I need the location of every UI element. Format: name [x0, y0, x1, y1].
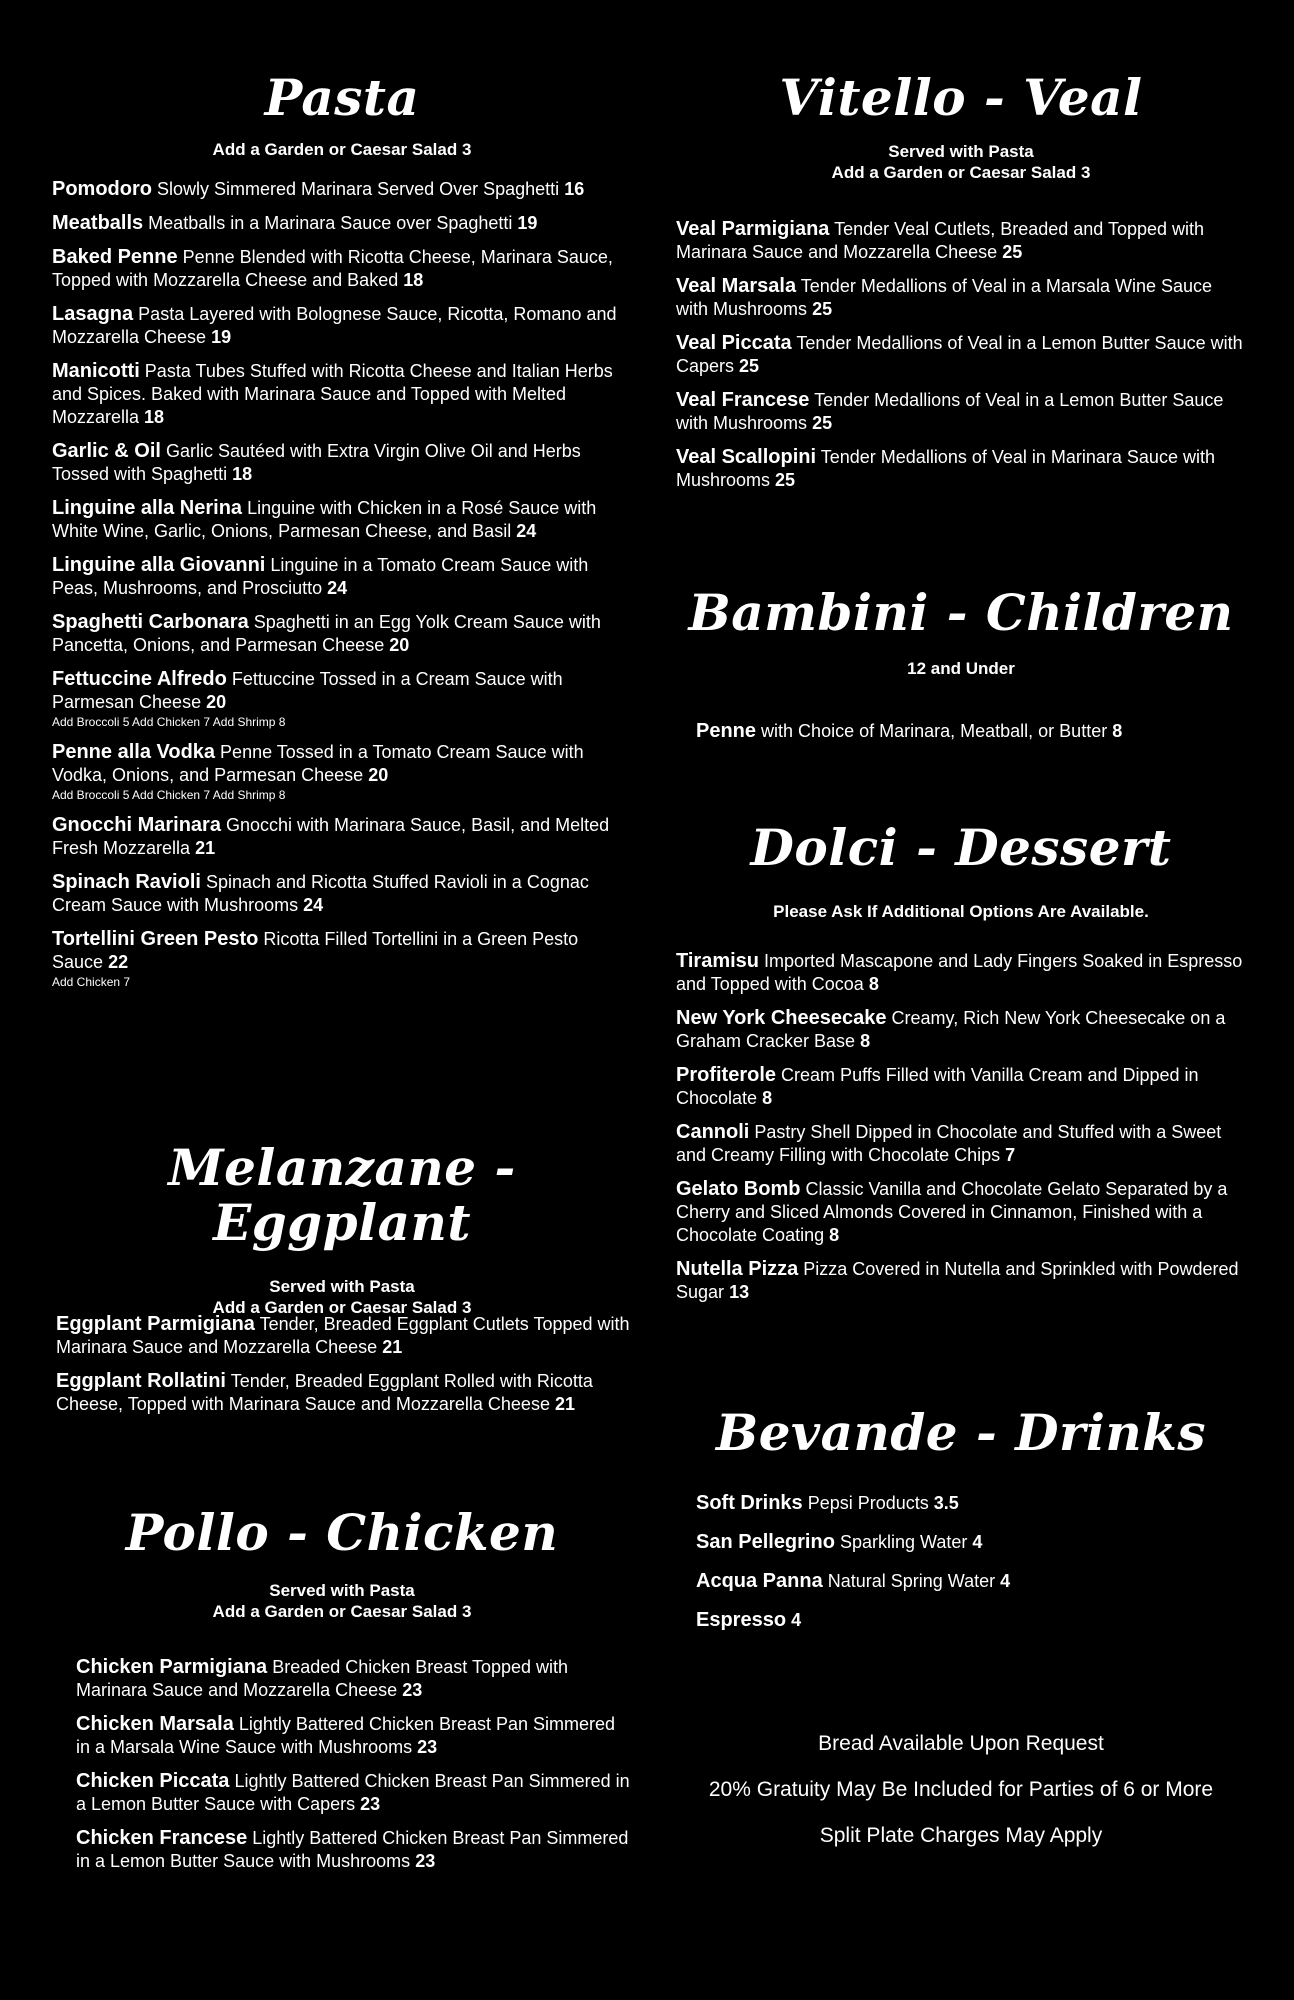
drink-name: Acqua Panna	[696, 1570, 823, 1592]
item-name: Fettuccine Alfredo	[52, 668, 227, 690]
item-desc: Slowly Simmered Marinara Served Over Spaghetti	[157, 179, 560, 199]
item-price: 8	[860, 1031, 871, 1051]
item-desc: Imported Mascapone and Lady Fingers Soaked in Espresso and Topped with Cocoa	[676, 951, 1243, 994]
item-name: Linguine alla Nerina	[52, 497, 243, 519]
item-name: Veal Piccata	[676, 332, 792, 354]
menu-item	[52, 303, 632, 349]
item-price: 16	[564, 179, 585, 199]
item-price: 23	[417, 1737, 438, 1757]
eggplant-items	[56, 1313, 632, 1427]
item-name: Veal Francese	[676, 389, 810, 411]
drink-price: 3.5	[933, 1493, 959, 1513]
menu-item	[52, 246, 632, 292]
item-desc: Creamy, Rich New York Cheesecake on a Graham Cracker Base	[676, 1008, 1226, 1051]
pasta-title: Pasta	[264, 68, 420, 127]
menu-item	[52, 928, 632, 990]
item-addons: Add Chicken 7	[52, 975, 131, 989]
drink-desc: Pepsi Products	[807, 1493, 929, 1513]
menu-item	[52, 360, 632, 429]
item-desc: Tender Medallions of Veal in a Lemon Butter Sauce with Capers	[676, 333, 1243, 376]
item-desc: Spaghetti in an Egg Yolk Cream Sauce with Pancetta, Onions, and Parmesan Cheese	[52, 612, 601, 655]
item-name: Pomodoro	[52, 178, 152, 200]
menu-item	[696, 720, 1246, 743]
item-desc: with Choice of Marinara, Meatball, or Butter	[761, 721, 1108, 741]
item-price: 24	[516, 521, 537, 541]
veal-subtitle-pasta: Served with Pasta	[888, 142, 1034, 161]
item-price: 7	[1005, 1145, 1016, 1165]
item-name: Baked Penne	[52, 246, 178, 268]
item-name: Spinach Ravioli	[52, 871, 201, 893]
item-name: Gelato Bomb	[676, 1178, 801, 1200]
item-name: Eggplant Rollatini	[56, 1370, 226, 1392]
item-name: Eggplant Parmigiana	[56, 1313, 255, 1335]
pasta-section	[52, 70, 632, 160]
menu-item	[76, 1827, 632, 1873]
item-name: Veal Parmigiana	[676, 218, 830, 240]
chicken-title: Pollo - Chicken	[125, 1503, 559, 1562]
menu-item	[676, 1121, 1246, 1167]
item-price: 25	[812, 299, 833, 319]
veal-subtitle-salad: Add a Garden or Caesar Salad 3	[831, 163, 1091, 182]
menu-item	[76, 1770, 632, 1816]
item-desc: Cream Puffs Filled with Vanilla Cream and Dipped in Chocolate	[676, 1065, 1199, 1108]
item-desc: Tender, Breaded Eggplant Cutlets Topped with Marinara Sauce and Mozzarella Cheese	[56, 1314, 630, 1357]
item-desc: Pastry Shell Dipped in Chocolate and Stuffed with a Sweet and Creamy Filling with Chocolate Chips	[676, 1122, 1222, 1165]
item-price: 25	[775, 470, 796, 490]
menu-item	[676, 446, 1246, 492]
item-name: Gnocchi Marinara	[52, 814, 221, 836]
menu-item	[676, 332, 1246, 378]
item-desc: Breaded Chicken Breast Topped with Marinara Sauce and Mozzarella Cheese	[76, 1657, 569, 1700]
item-price: 23	[402, 1680, 423, 1700]
item-price: 13	[729, 1282, 750, 1302]
chicken-items	[76, 1656, 632, 1884]
menu-item	[52, 741, 632, 803]
item-name: Chicken Francese	[76, 1827, 248, 1849]
menu-item	[676, 389, 1246, 435]
children-items	[696, 720, 1246, 754]
menu-item	[52, 611, 632, 657]
item-desc: Lightly Battered Chicken Breast Pan Simmered in a Marsala Wine Sauce with Mushrooms	[76, 1714, 616, 1757]
chicken-section	[52, 1505, 632, 1622]
footer-notes	[676, 1730, 1246, 1849]
item-desc: Pasta Tubes Stuffed with Ricotta Cheese and Italian Herbs and Spices. Baked with Marinara Sauce and Topped with Melted Mozzarella	[52, 361, 613, 427]
chicken-subtitle-pasta: Served with Pasta	[269, 1581, 415, 1600]
item-price: 19	[211, 327, 232, 347]
item-price: 24	[303, 895, 324, 915]
drinks-section	[676, 1405, 1246, 1460]
menu-item	[56, 1370, 632, 1416]
dessert-section	[676, 820, 1246, 922]
menu-item	[52, 871, 632, 917]
eggplant-subtitle-salad: Add a Garden or Caesar Salad 3	[212, 1298, 472, 1317]
menu-item	[52, 554, 632, 600]
item-name: Garlic & Oil	[52, 440, 161, 462]
drink-item	[696, 1531, 1246, 1554]
item-price: 25	[1002, 242, 1023, 262]
item-name: Chicken Parmigiana	[76, 1656, 268, 1678]
item-name: Tortellini Green Pesto	[52, 928, 259, 950]
menu-item	[56, 1313, 632, 1359]
menu-item	[676, 950, 1246, 996]
drinks-title: Bevande - Drinks	[715, 1403, 1207, 1462]
item-desc: Spinach and Ricotta Stuffed Ravioli in a Cognac Cream Sauce with Mushrooms	[52, 872, 589, 915]
menu-item	[676, 275, 1246, 321]
item-name: Chicken Marsala	[76, 1713, 234, 1735]
item-name: Spaghetti Carbonara	[52, 611, 249, 633]
drink-name: San Pellegrino	[696, 1531, 835, 1553]
item-desc: Linguine with Chicken in a Rosé Sauce with White Wine, Garlic, Onions, Parmesan Cheese, and Basil	[52, 498, 597, 541]
drink-price: 4	[1000, 1571, 1011, 1591]
menu-item	[52, 668, 632, 730]
menu-item	[52, 814, 632, 860]
item-desc: Garlic Sautéed with Extra Virgin Olive Oil and Herbs Tossed with Spaghetti	[52, 441, 581, 484]
note-bread: Bread Available Upon Request	[818, 1732, 1104, 1755]
item-addons: Add Broccoli 5 Add Chicken 7 Add Shrimp 8	[52, 788, 286, 802]
drinks-items	[696, 1492, 1246, 1648]
menu-item	[676, 218, 1246, 264]
item-price: 8	[868, 974, 879, 994]
dessert-title: Dolci - Dessert	[750, 818, 1172, 877]
eggplant-section	[52, 1140, 632, 1318]
menu-item	[76, 1713, 632, 1759]
item-price: 18	[144, 407, 165, 427]
item-name: New York Cheesecake	[676, 1007, 887, 1029]
menu-item	[52, 497, 632, 543]
item-name: Penne	[696, 720, 757, 742]
item-name: Meatballs	[52, 212, 144, 234]
item-name: Linguine alla Giovanni	[52, 554, 266, 576]
veal-title: Vitello - Veal	[779, 68, 1143, 127]
item-desc: Tender Veal Cutlets, Breaded and Topped with Marinara Sauce and Mozzarella Cheese	[676, 219, 1205, 262]
item-desc: Lightly Battered Chicken Breast Pan Simmered in a Lemon Butter Sauce with Mushrooms	[76, 1828, 629, 1871]
menu-item	[676, 1064, 1246, 1110]
item-price: 25	[812, 413, 833, 433]
item-price: 24	[327, 578, 348, 598]
item-desc: Lightly Battered Chicken Breast Pan Simmered in a Lemon Butter Sauce with Capers	[76, 1771, 630, 1814]
item-desc: Tender Medallions of Veal in a Lemon Butter Sauce with Mushrooms	[676, 390, 1224, 433]
item-price: 23	[415, 1851, 436, 1871]
note-split-plate: Split Plate Charges May Apply	[819, 1824, 1103, 1847]
menu-item	[76, 1656, 632, 1702]
item-price: 20	[389, 635, 410, 655]
veal-items	[676, 218, 1246, 503]
item-desc: Tender Medallions of Veal in a Marsala Wine Sauce with Mushrooms	[676, 276, 1213, 319]
item-price: 23	[360, 1794, 381, 1814]
item-desc: Tender, Breaded Eggplant Rolled with Ricotta Cheese, Topped with Marinara Sauce and Mozzarella Cheese	[56, 1371, 593, 1414]
item-desc: Gnocchi with Marinara Sauce, Basil, and Melted Fresh Mozzarella	[52, 815, 610, 858]
eggplant-subtitle-pasta: Served with Pasta	[269, 1277, 415, 1296]
menu-item	[52, 440, 632, 486]
item-price: 20	[368, 765, 389, 785]
dessert-subtitle: Please Ask If Additional Options Are Available.	[773, 902, 1149, 921]
item-name: Profiterole	[676, 1064, 777, 1086]
item-desc: Tender Medallions of Veal in Marinara Sauce with Mushrooms	[676, 447, 1215, 490]
item-name: Chicken Piccata	[76, 1770, 230, 1792]
drink-item	[696, 1492, 1246, 1515]
drink-price: 4	[972, 1532, 983, 1552]
item-name: Veal Scallopini	[676, 446, 817, 468]
item-desc: Linguine in a Tomato Cream Sauce with Peas, Mushrooms, and Prosciutto	[52, 555, 589, 598]
menu-item	[52, 212, 632, 235]
item-price: 21	[382, 1337, 403, 1357]
menu-item	[676, 1258, 1246, 1304]
item-name: Nutella Pizza	[676, 1258, 799, 1280]
item-desc: Ricotta Filled Tortellini in a Green Pesto Sauce	[52, 929, 579, 972]
dessert-items	[676, 950, 1246, 1315]
item-price: 8	[829, 1225, 840, 1245]
item-price: 19	[517, 213, 538, 233]
drink-desc: Natural Spring Water	[827, 1571, 996, 1591]
item-desc: Classic Vanilla and Chocolate Gelato Separated by a Cherry and Sliced Almonds Covered in Cinnamon, Finished with a Chocolate Coating	[676, 1179, 1228, 1245]
item-desc: Meatballs in a Marinara Sauce over Spaghetti	[148, 213, 513, 233]
drink-item	[696, 1609, 1246, 1632]
children-section	[676, 585, 1246, 679]
item-price: 22	[108, 952, 129, 972]
pasta-items	[52, 178, 632, 1001]
drink-desc: Sparkling Water	[839, 1532, 968, 1552]
item-addons: Add Broccoli 5 Add Chicken 7 Add Shrimp 8	[52, 715, 286, 729]
item-desc: Fettuccine Tossed in a Cream Sauce with Parmesan Cheese	[52, 669, 563, 712]
drink-name: Espresso	[696, 1609, 787, 1631]
item-desc: Penne Blended with Ricotta Cheese, Marinara Sauce, Topped with Mozzarella Cheese and Baked	[52, 247, 613, 290]
item-name: Penne alla Vodka	[52, 741, 216, 763]
item-name: Tiramisu	[676, 950, 759, 972]
drink-price: 4	[791, 1610, 802, 1630]
children-title: Bambini - Children	[688, 583, 1234, 642]
item-desc: Pasta Layered with Bolognese Sauce, Ricotta, Romano and Mozzarella Cheese	[52, 304, 617, 347]
children-subtitle: 12 and Under	[907, 659, 1015, 678]
menu-item	[676, 1178, 1246, 1247]
menu-item	[52, 178, 632, 201]
item-price: 18	[232, 464, 253, 484]
eggplant-title: Melanzane - Eggplant	[168, 1138, 516, 1252]
item-price: 25	[739, 356, 760, 376]
item-price: 8	[762, 1088, 773, 1108]
item-name: Lasagna	[52, 303, 134, 325]
note-gratuity: 20% Gratuity May Be Included for Parties of 6 or More	[708, 1778, 1214, 1801]
item-name: Veal Marsala	[676, 275, 797, 297]
item-price: 8	[1112, 721, 1123, 741]
chicken-subtitle-salad: Add a Garden or Caesar Salad 3	[212, 1602, 472, 1621]
item-price: 21	[195, 838, 216, 858]
item-desc: Penne Tossed in a Tomato Cream Sauce with Vodka, Onions, and Parmesan Cheese	[52, 742, 584, 785]
pasta-subtitle: Add a Garden or Caesar Salad 3	[212, 140, 472, 159]
drink-name: Soft Drinks	[696, 1492, 803, 1514]
item-name: Cannoli	[676, 1121, 750, 1143]
item-price: 20	[206, 692, 227, 712]
veal-section	[676, 70, 1246, 183]
item-desc: Pizza Covered in Nutella and Sprinkled with Powdered Sugar	[676, 1259, 1239, 1302]
item-price: 18	[403, 270, 424, 290]
item-name: Manicotti	[52, 360, 140, 382]
item-price: 21	[554, 1394, 576, 1414]
drink-item	[696, 1570, 1246, 1593]
menu-item	[676, 1007, 1246, 1053]
